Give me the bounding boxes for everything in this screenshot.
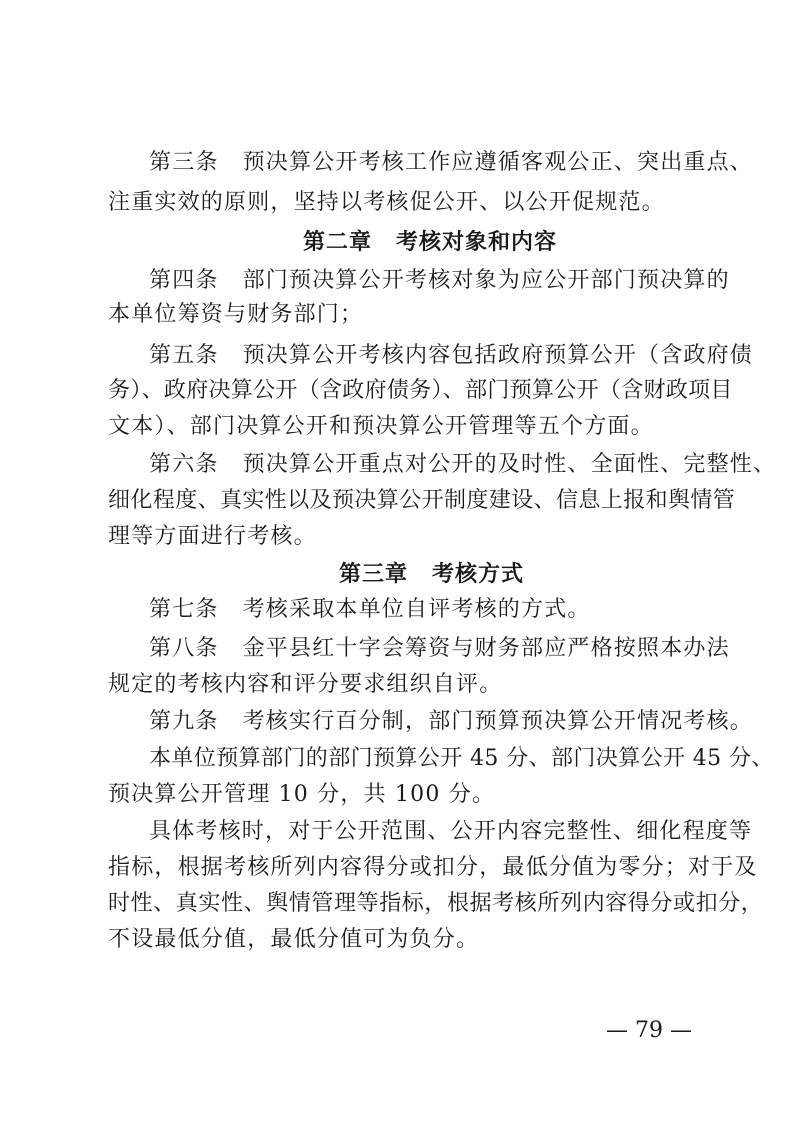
article-9-line-1: 第九条 考核实行百分制，部门预算预决算公开情况考核。: [149, 709, 754, 734]
article-3-line-2: 注重实效的原则，坚持以考核促公开、以公开促规范。: [108, 190, 665, 215]
score-paragraph-line-2: 预决算公开管理 10 分，共 100 分。: [108, 782, 496, 807]
article-label: 第七条: [149, 597, 219, 622]
article-label: 第三条: [149, 150, 219, 175]
article-label: 第五条: [149, 343, 219, 368]
article-8-line-2: 规定的考核内容和评分要求组织自评。: [108, 672, 503, 697]
article-5-line-2: 务）、政府决算公开（含政府债务）、部门预算公开（含财政项目: [108, 378, 733, 403]
article-label: 第四条: [149, 268, 219, 293]
chapter-2-heading: 第二章 考核对象和内容: [303, 230, 558, 255]
page-number: — 79 —: [606, 1018, 692, 1043]
detail-paragraph-line-4: 不设最低分值，最低分值可为负分。: [108, 927, 480, 952]
article-label: 第九条: [149, 709, 219, 734]
article-6-line-3: 理等方面进行考核。: [108, 524, 317, 549]
detail-paragraph-line-2: 指标，根据考核所列内容得分或扣分，最低分值为零分；对于及: [108, 855, 758, 880]
article-6-line-2: 细化程度、真实性以及预决算公开制度建设、信息上报和舆情管: [108, 488, 736, 513]
article-label: 第八条: [149, 636, 219, 661]
article-label: 第六条: [149, 452, 219, 477]
article-4-line-2: 本单位筹资与财务部门；: [108, 302, 364, 327]
article-8-line-1: 第八条 金平县红十字会筹资与财务部应严格按照本办法: [149, 636, 730, 661]
article-5-line-3: 文本）、部门决算公开和预决算公开管理等五个方面。: [108, 414, 654, 439]
article-7-line-1: 第七条 考核采取本单位自评考核的方式。: [149, 597, 591, 622]
chapter-3-heading: 第三章 考核方式: [339, 562, 525, 587]
detail-paragraph-line-3: 时性、真实性、舆情管理等指标，根据考核所列内容得分或扣分，: [108, 891, 764, 916]
score-paragraph-line-1: 本单位预算部门的部门预算公开 45 分、部门决算公开 45 分、: [149, 746, 774, 771]
article-3-line-1: 第三条 预决算公开考核工作应遵循客观公正、突出重点、: [149, 150, 754, 175]
detail-paragraph-line-1: 具体考核时，对于公开范围、公开内容完整性、细化程度等: [149, 819, 753, 844]
article-5-line-1: 第五条 预决算公开考核内容包括政府预算公开（含政府债: [149, 343, 754, 368]
article-6-line-1: 第六条 预决算公开重点对公开的及时性、全面性、完整性、: [149, 452, 777, 477]
article-4-line-1: 第四条 部门预决算公开考核对象为应公开部门预决算的: [149, 268, 730, 293]
